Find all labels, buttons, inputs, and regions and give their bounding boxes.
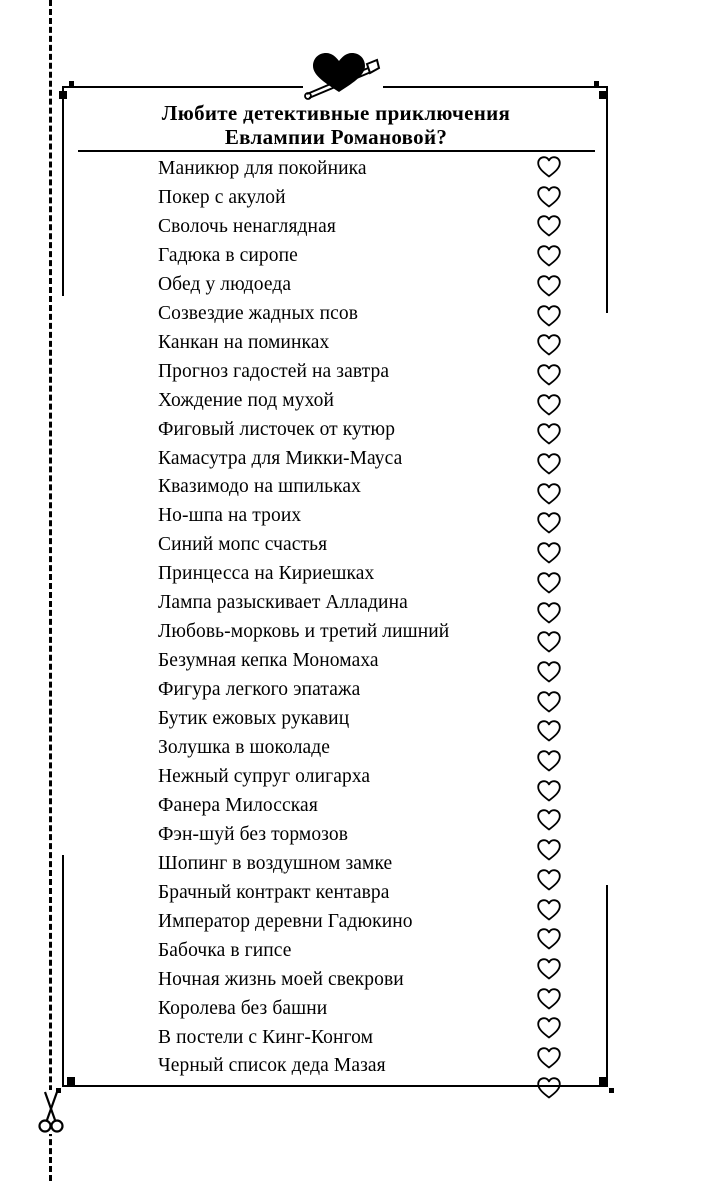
list-item bbox=[0, 588, 715, 617]
book-title: Но-шпа на троих bbox=[158, 505, 302, 527]
book-title: Фэн-шуй без тормозов bbox=[158, 823, 349, 845]
book-title: Золушка в шоколаде bbox=[158, 737, 331, 758]
list-item bbox=[0, 849, 715, 878]
book-title: Любовь-морковь и третий лишний bbox=[158, 621, 450, 643]
list-item bbox=[0, 270, 715, 299]
list-item bbox=[0, 530, 715, 559]
book-title: Черный список деда Мазая bbox=[158, 1055, 386, 1077]
list-item bbox=[0, 472, 715, 501]
book-title: Фигура легкого эпатажа bbox=[158, 679, 361, 701]
book-title: Канкан на поминках bbox=[158, 331, 330, 353]
heart-checkbox-icon[interactable] bbox=[536, 244, 562, 268]
book-title: Бабочка в гипсе bbox=[158, 939, 292, 961]
list-item bbox=[0, 357, 715, 386]
book-title: Лампа разыскивает Алладина bbox=[158, 592, 408, 614]
list-item bbox=[0, 936, 715, 965]
heart-with-safety-pin-icon bbox=[303, 46, 383, 106]
book-title: Ночная жизнь моей свекрови bbox=[158, 968, 404, 990]
book-title: Гадюка в сиропе bbox=[158, 244, 298, 266]
heart-checkbox-icon[interactable] bbox=[536, 274, 562, 298]
heart-checkbox-icon[interactable] bbox=[536, 1076, 562, 1100]
list-item bbox=[0, 415, 715, 444]
list-item bbox=[0, 328, 715, 357]
list-item bbox=[0, 559, 715, 588]
title-line-1: Любите детективные приключения bbox=[161, 101, 511, 125]
title-underline bbox=[78, 150, 595, 152]
list-item bbox=[0, 704, 715, 733]
book-title: Хождение под мухой bbox=[158, 389, 335, 411]
list-item bbox=[0, 1023, 715, 1052]
book-title: Квазимодо на шпильках bbox=[158, 476, 361, 498]
list-item bbox=[0, 386, 715, 415]
book-title: Император деревни Гадюкино bbox=[158, 910, 413, 932]
title-line-2: Евлампии Романовой? bbox=[224, 125, 448, 149]
list-item bbox=[0, 501, 715, 530]
book-title: Созвездие жадных псов bbox=[158, 302, 359, 324]
book-title: Безумная кепка Мономаха bbox=[158, 650, 379, 672]
book-title: Обед у людоеда bbox=[158, 273, 292, 295]
book-title: Фиговый листочек от кутюр bbox=[158, 418, 396, 440]
heart-checkbox-icon[interactable] bbox=[536, 155, 562, 179]
list-item bbox=[0, 878, 715, 907]
list-item bbox=[0, 444, 715, 473]
heart-checkbox-icon[interactable] bbox=[536, 333, 562, 357]
book-title: Принцесса на Кириешках bbox=[158, 563, 375, 585]
book-title: Синий мопс счастья bbox=[158, 534, 328, 556]
heart-checkbox-icon[interactable] bbox=[536, 214, 562, 238]
heart-checkbox-icon[interactable] bbox=[536, 393, 562, 417]
list-item bbox=[0, 1051, 715, 1080]
book-title: Фанера Милосская bbox=[158, 794, 318, 816]
list-item bbox=[0, 820, 715, 849]
book-title: Маникюр для покойника bbox=[158, 158, 367, 179]
book-title: Брачный контракт кентавра bbox=[158, 881, 390, 903]
book-title: Бутик ежовых рукавиц bbox=[158, 708, 350, 730]
book-title: Шопинг в воздушном замке bbox=[158, 852, 393, 874]
heart-checkbox-icon[interactable] bbox=[536, 185, 562, 209]
list-item bbox=[0, 762, 715, 791]
list-item bbox=[0, 183, 715, 212]
list-item bbox=[0, 733, 715, 762]
book-title: Покер с акулой bbox=[158, 186, 286, 208]
list-item bbox=[0, 791, 715, 820]
list-item bbox=[0, 965, 715, 994]
list-item bbox=[0, 299, 715, 328]
list-item bbox=[0, 241, 715, 270]
book-title: Нежный супруг олигарха bbox=[158, 765, 371, 787]
list-item bbox=[0, 617, 715, 646]
book-title: Сволочь ненаглядная bbox=[158, 215, 336, 237]
list-item bbox=[0, 994, 715, 1023]
book-title: Камасутра для Микки-Мауса bbox=[158, 447, 403, 469]
list-item bbox=[0, 212, 715, 241]
book-title: Прогноз гадостей на завтра bbox=[158, 360, 390, 382]
page-title bbox=[78, 101, 594, 149]
book-title: Королева без башни bbox=[158, 997, 328, 1019]
scissors-icon bbox=[36, 1090, 66, 1134]
heart-checkbox-icon[interactable] bbox=[536, 304, 562, 328]
book-title: В постели с Кинг-Конгом bbox=[158, 1026, 374, 1048]
list-item bbox=[0, 675, 715, 704]
list-item bbox=[0, 154, 715, 183]
list-item bbox=[0, 907, 715, 936]
list-item bbox=[0, 646, 715, 675]
heart-checkbox-icon[interactable] bbox=[536, 363, 562, 387]
